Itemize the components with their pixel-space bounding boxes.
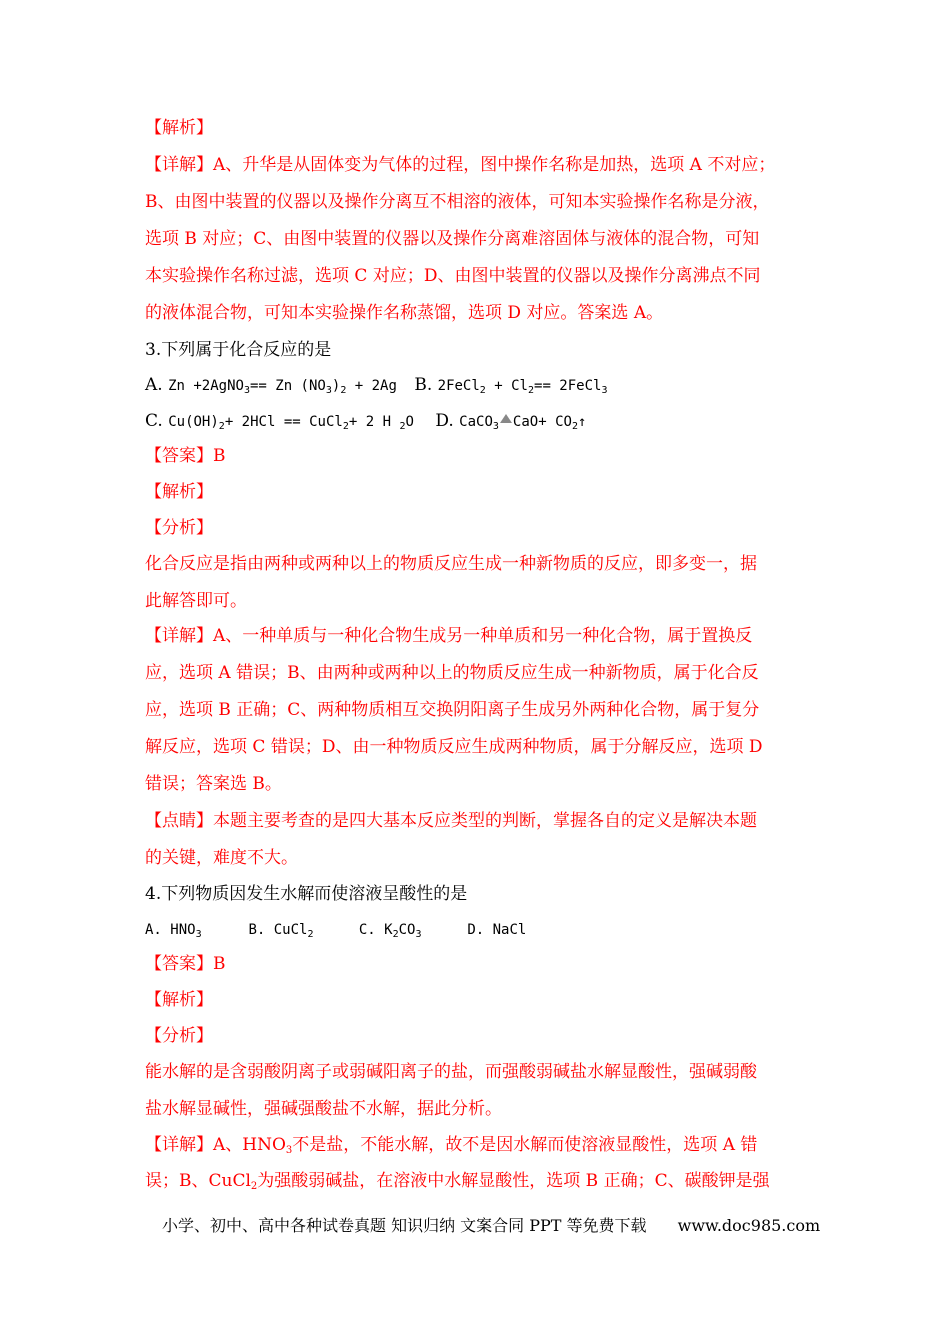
option-c-label: C. xyxy=(145,411,163,431)
fenxi-line: 盐水解显碱性，强碱强酸盐不水解，据此分析。 xyxy=(145,1099,502,1119)
question-3-stem: 3.下列属于化合反应的是 xyxy=(145,340,332,360)
footer-url: www.doc985.com xyxy=(677,1216,821,1235)
xiangjie-line: 误；B、CuCl$_2$为强酸弱碱盐，在溶液中水解显酸性，选项 B 正确；C、碳酸钾是强 xyxy=(145,1171,770,1192)
fenxi-line: 此解答即可。 xyxy=(145,591,247,611)
fenxi-line: 能水解的是含弱酸阴离子或弱碱阳离子的盐，而强酸弱碱盐水解显酸性，强碱弱酸 xyxy=(145,1062,757,1082)
fenxi-heading: 【分析】 xyxy=(145,1026,213,1046)
fenxi-line: 化合反应是指由两种或两种以上的物质反应生成一种新物质的反应，即多变一，据 xyxy=(145,554,757,574)
xiangjie-line: 的液体混合物，可知本实验操作名称蒸馏，选项 D 对应。答案选 A。 xyxy=(145,303,664,323)
xiangjie-line: 本实验操作名称过滤，选项 C 对应；D、由图中装置的仪器以及操作分离沸点不同 xyxy=(145,266,761,286)
option-d-label: D. xyxy=(435,411,454,431)
xiangjie-line: 错误；答案选 B。 xyxy=(145,774,282,794)
option-a-formula: Zn +2AgNO$_3$== Zn $(NO_3)_2 + 2Ag$ xyxy=(168,378,397,396)
option-c: C. $K_2CO_3$ xyxy=(358,922,422,940)
dianjing-line: 【点睛】本题主要考查的是四大基本反应类型的判断，掌握各自的定义是解决本题 xyxy=(145,811,757,831)
option-b: B. CuCl$_2$ xyxy=(248,922,314,940)
dianjing-line: 的关键，难度不大。 xyxy=(145,848,298,868)
jiexi-heading: 【解析】 xyxy=(145,118,213,138)
question-4-stem: 4.下列物质因发生水解而使溶液呈酸性的是 xyxy=(145,884,468,904)
xiangjie-line: 选项 B 对应；C、由图中装置的仪器以及操作分离难溶固体与液体的混合物，可知 xyxy=(145,229,760,249)
fenxi-heading: 【分析】 xyxy=(145,518,213,538)
footer-text: 小学、初中、高中各种试卷真题 知识归纳 文案合同 PPT 等免费下载 xyxy=(162,1216,647,1235)
xiangjie-line: 【详解】A、一种单质与一种化合物生成另一种单质和另一种化合物，属于置换反 xyxy=(145,626,753,646)
xiangjie-line: 应，选项 A 错误；B、由两种或两种以上的物质反应生成一种新物质，属于化合反 xyxy=(145,663,759,683)
page-footer xyxy=(162,1213,820,1236)
answer-line: 【答案】B xyxy=(145,446,226,466)
option-b-formula: 2FeCl$_2$ + $Cl_2==$ 2FeCl$_3$ xyxy=(437,378,608,396)
jiexi-heading: 【解析】 xyxy=(145,482,213,502)
option-d-formula: CaCO$_3$ $CaO+ CO_2↑$ xyxy=(459,414,587,432)
option-c-formula: $Cu(OH)_2+ 2HCl$ == CuCl$_2$+ 2 H $_2$O xyxy=(168,414,414,432)
xiangjie-line: 应，选项 B 正确；C、两种物质相互交换阴阳离子生成另外两种化合物，属于复分 xyxy=(145,700,760,720)
answer-line: 【答案】B xyxy=(145,954,226,974)
xiangjie-line: B、由图中装置的仪器以及操作分离互不相溶的液体，可知本实验操作名称是分液， xyxy=(145,192,770,212)
xiangjie-line: 【详解】A、升华是从固体变为气体的过程，图中操作名称是加热，选项 A 不对应； xyxy=(145,155,776,175)
question-3-options-cd xyxy=(145,410,586,433)
option-d: D. NaCl xyxy=(467,922,527,938)
option-b-label: B. xyxy=(414,375,433,395)
heat-triangle-icon xyxy=(500,414,512,423)
question-4-options xyxy=(145,919,526,941)
option-a-label: A. xyxy=(145,375,163,395)
question-3-options-ab xyxy=(145,374,607,397)
jiexi-heading: 【解析】 xyxy=(145,990,213,1010)
option-a: A. $HNO_3$ xyxy=(145,922,202,940)
xiangjie-line: 【详解】A、$HNO_3$不是盐，不能水解，故不是因水解而使溶液显酸性，选项 A 错 xyxy=(145,1135,758,1156)
xiangjie-line: 解反应，选项 C 错误；D、由一种物质反应生成两种物质，属于分解反应，选项 D xyxy=(145,737,763,757)
